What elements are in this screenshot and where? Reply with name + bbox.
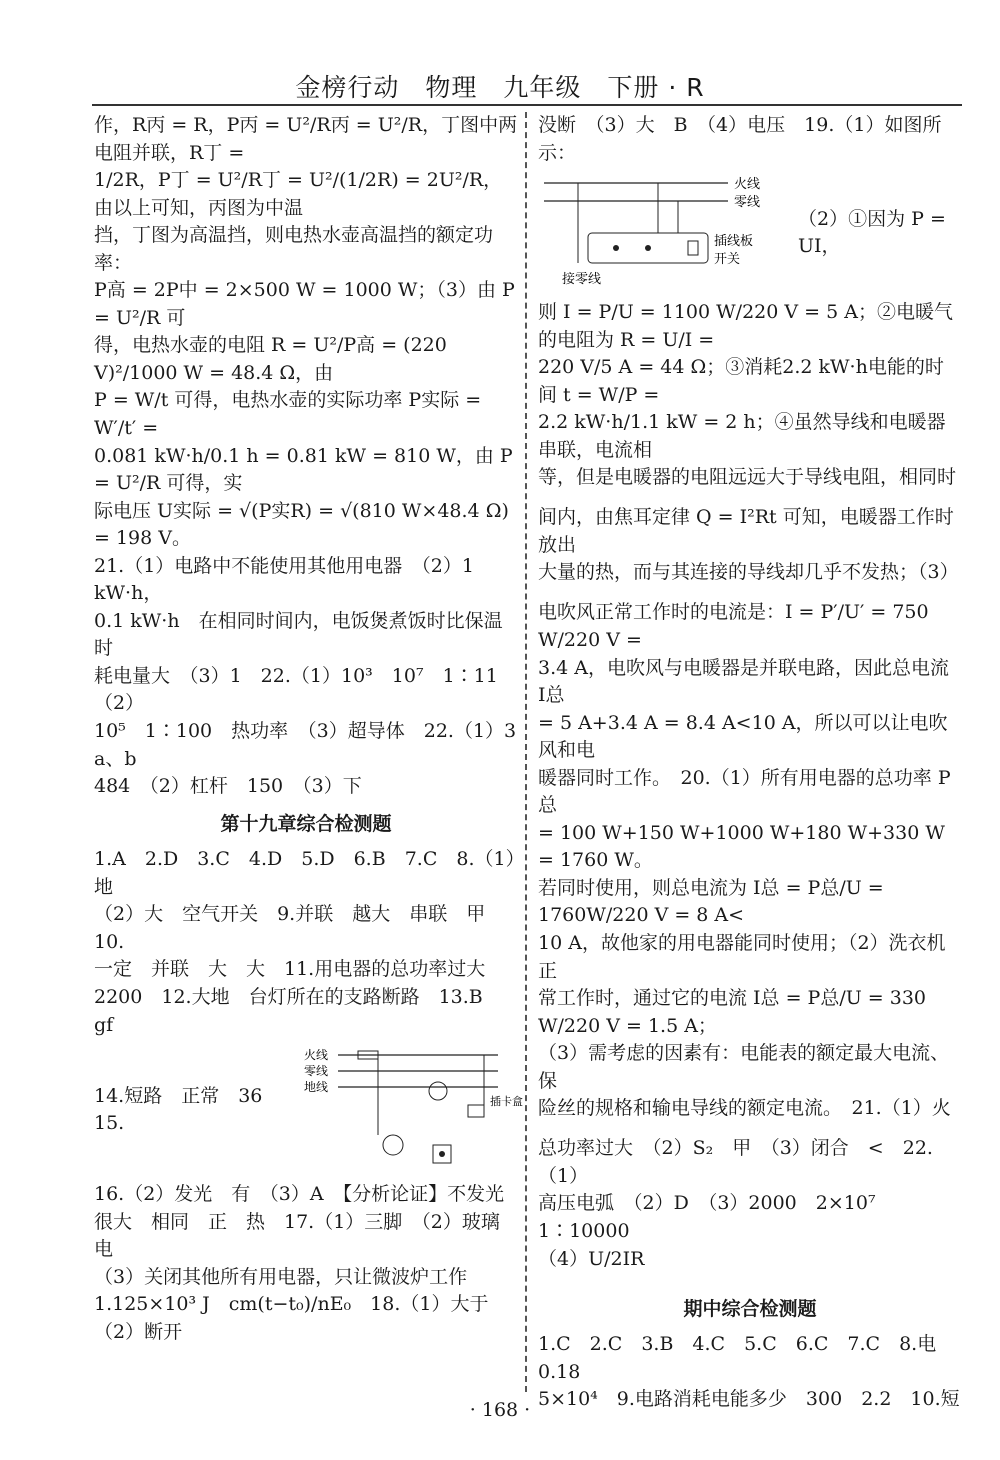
label-connect-neutral: 接零线 (562, 272, 602, 288)
circuit-figure-15 (298, 1045, 523, 1175)
text-line: 则 I = P/U = 1100 W/220 V = 5 A；②电暖气的电阻为 R = U/I = (538, 301, 953, 351)
label-live-wire: 火线 (734, 177, 761, 193)
chapter-title: 第十九章综合检测题 (220, 812, 392, 835)
header-rule (92, 104, 962, 106)
text-line: 2.2 kW·h/1.1 kW = 2 h；④虽然导线和电暖器串联，电流相 (538, 411, 946, 461)
text-line: 等，但是电暖器的电阻远远大于导线电阻，相同时 (538, 466, 957, 489)
answer-line: 1.A 2.D 3.C 4.D 5.D 6.B 7.C 8.（1）地 (94, 848, 516, 898)
label-ground-wire: 地线 (304, 1080, 329, 1095)
text-line: 220 V/5 A = 44 Ω；③消耗2.2 kW·h电能的时间 t = W/P = (538, 356, 944, 406)
answer-line: 1.C 2.C 3.B 4.C 5.C 6.C 7.C 8.电 0.18 (538, 1333, 956, 1383)
left-column (94, 112, 536, 1346)
text-line: 大量的热，而与其连接的导线却几乎不发热；（3） (538, 561, 959, 584)
figure-19-row (538, 173, 962, 293)
card-box-icon (468, 1105, 484, 1117)
text-line: 1/2R，P丁 = U²/R丁 = U²/(1/2R) = 2U²/R，由以上可知，丙图为中温 (94, 169, 503, 219)
text-line: P高 = 2P中 = 2×500 W = 1000 W；（3）由 P = U²/R 可 (94, 279, 515, 329)
text-line: 3.4 A，电吹风与电暖器是并联电路，因此总电流 I总 (538, 656, 949, 707)
text-line: 挡，丁图为高温挡，则电热水壶高温挡的额定功率： (94, 224, 494, 274)
answer-line: 14.短路 正常 36 15. (94, 1084, 282, 1135)
text-line: 间内，由焦耳定律 Q = I²Rt 可知，电暖器工作时放出 (538, 506, 954, 556)
socket-icon (429, 1082, 447, 1100)
text-line: = 5 A+3.4 A = 8.4 A<10 A，所以可以让电吹风和电 (538, 711, 948, 762)
text-line: 总功率过大 （2）S₂ 甲 （3）闭合 < 22.（1） (538, 1137, 933, 1187)
answer-line: （2）大 空气开关 9.并联 越大 串联 甲 10. (94, 903, 505, 953)
label-live-wire: 火线 (304, 1048, 329, 1063)
text-line: 0.081 kW·h/0.1 h = 0.81 kW = 810 W，由 P = U²/R 可得，实 (94, 444, 513, 495)
answer-line: 21.（1）电路中不能使用其他用电器 （2）1 kW·h， (94, 554, 474, 605)
answer-15-row (94, 1045, 523, 1175)
midterm-title: 期中综合检测题 (683, 1297, 817, 1320)
text-line: 没断 （3）大 B （4）电压 19.（1）如图所示： (538, 114, 942, 164)
text-line: 险丝的规格和输电导线的额定电流。 21.（1）火 (538, 1097, 951, 1120)
text-line: 作，R丙 = R，P丙 = U²/R丙 = U²/R，丁图中两电阻并联，R丁 = (94, 114, 518, 164)
answer-line: 5×10⁴ 9.电路消耗电能多少 300 2.2 10.短 (538, 1388, 960, 1411)
page-number: · 168 · (469, 1399, 531, 1421)
answer-line: （3）关闭其他所有用电器，只让微波炉工作 (94, 1265, 468, 1288)
text-line: P = W/t 可得，电热水壶的实际功率 P实际 = W′/t′ = (94, 389, 482, 440)
answer-line: （2）①因为 P = UI， (798, 207, 946, 258)
answer-line: 2200 12.大地 台灯所在的支路断路 13.B gf (94, 985, 502, 1036)
right-column (538, 112, 962, 1414)
answer-line: 耗电量大 （3）1 22.（1）10³ 10⁷ 1∶11 （2） (94, 664, 517, 715)
answer-line: 一定 并联 大 大 11.用电器的总功率过大 (94, 958, 486, 981)
circuit-figure-19 (538, 173, 788, 293)
text-line: 际电压 U实际 = √(P实R) = √(810 W×48.4 Ω) = 198 V。 (94, 499, 509, 550)
switch-icon (688, 241, 698, 255)
text-line: 若同时使用，则总电流为 I总 = P总/U = 1760W/220 V = 8 A< (538, 876, 884, 927)
answer-line: 10⁵ 1∶100 热功率 （3）超导体 22.（1）3 a、b (94, 720, 536, 770)
answer-line: 很大 相同 正 热 17.（1）三脚 （2）玻璃 电 (94, 1210, 519, 1261)
label-neutral-wire: 零线 (304, 1064, 329, 1079)
text-line: 高压电弧 （2）D （3）2000 2×10⁷ 1∶10000 (538, 1192, 895, 1242)
text-line: = 100 W+150 W+1000 W+180 W+330 W = 1760 W。 (538, 821, 945, 872)
text-line: （4）U/2IR (538, 1247, 645, 1270)
answer-line: 16.（2）发光 有 （3）A 【分析论证】不发光 (94, 1183, 505, 1206)
text-line: 电吹风正常工作时的电流是：I = P′/U′ = 750 W/220 V = (538, 601, 929, 652)
answer-line: 1.125×10³ J cm(t−t₀)/nE₀ 18.（1）大于 （2）断开 (94, 1293, 508, 1343)
text-line: （3）需考虑的因素有：电能表的额定最大电流、保 (538, 1042, 950, 1092)
label-power-strip: 插线板 (714, 234, 754, 250)
label-switch: 开关 (714, 252, 741, 268)
text-line: 常工作时，通过它的电流 I总 = P总/U = 330 W/220 V = 1.5 A； (538, 987, 927, 1037)
label-card-box: 插卡盒 (490, 1095, 523, 1109)
page-header: 金榜行动 物理 九年级 下册 · R (295, 73, 705, 102)
answer-line: 484 （2）杠杆 150 （3）下 (94, 775, 362, 798)
bulb-icon (383, 1135, 403, 1155)
label-neutral-wire: 零线 (734, 195, 761, 211)
column-divider (525, 112, 527, 1392)
answer-line: 0.1 kW·h 在相同时间内，电饭煲煮饭时比保温时 (94, 609, 503, 660)
text-line: 10 A，故他家的用电器能同时使用；（2）洗衣机正 (538, 932, 946, 982)
text-line: 得，电热水壶的电阻 R = U²/P高 = (220 V)²/1000 W = 48.4 Ω，由 (94, 334, 447, 384)
text-line: 暖器同时工作。 20.（1）所有用电器的总功率 P总 (538, 766, 951, 817)
